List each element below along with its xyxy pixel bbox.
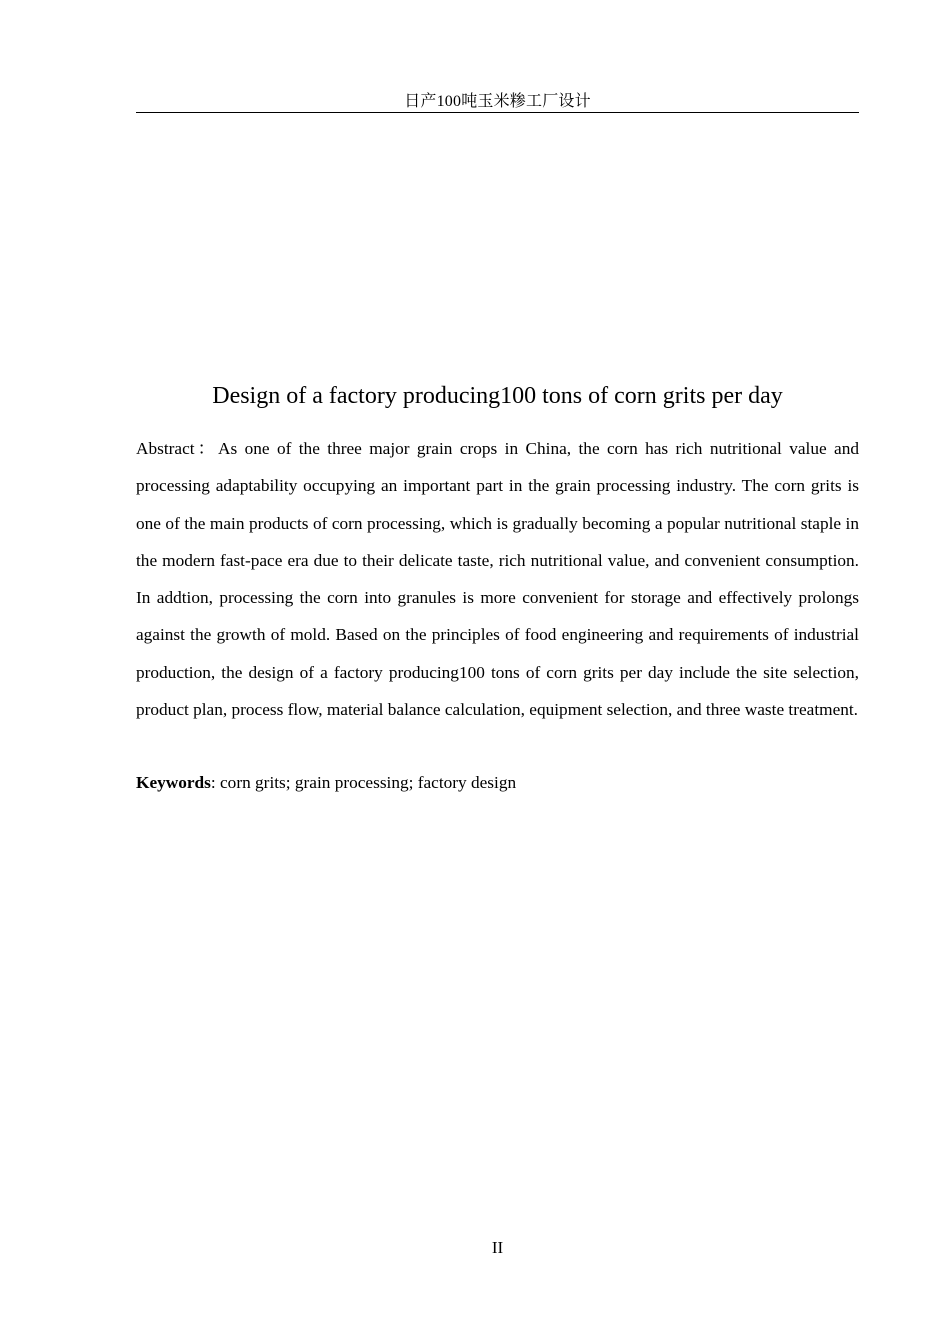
abstract-text: As one of the three major grain crops in China, the corn has rich nutritional value and processing adaptability occupying an important part in the grain processing industry. The corn grits is one of the main products of corn processing, which is gradually becoming a popular nutritional staple in the modern fast-pace era due to their delicate taste, rich nutritional value, and convenient consumption. In addtion, processing the corn into granules is more convenient for storage and effectively prolongs against the growth of mold. Based on the principles of food engineering and requirements of industrial production, the design of a factory producing100 tons of corn grits per day include the site selection, product plan, process flow, material balance calculation, equipment selection, and three waste treatment. (136, 439, 859, 720)
page-title: Design of a factory producing100 tons of corn grits per day (212, 383, 783, 409)
keywords-label: Keywords (136, 773, 211, 792)
keywords-line (136, 767, 859, 799)
abstract-paragraph (136, 430, 859, 728)
page-number: II (491, 1238, 504, 1257)
running-header-title: 日产100吨玉米糁工厂设计 (404, 93, 591, 110)
keywords-separator: : (210, 773, 221, 792)
keywords-text: corn grits; grain processing; factory design (220, 773, 517, 792)
abstract-label: Abstract： (136, 439, 218, 458)
running-header (136, 92, 859, 113)
